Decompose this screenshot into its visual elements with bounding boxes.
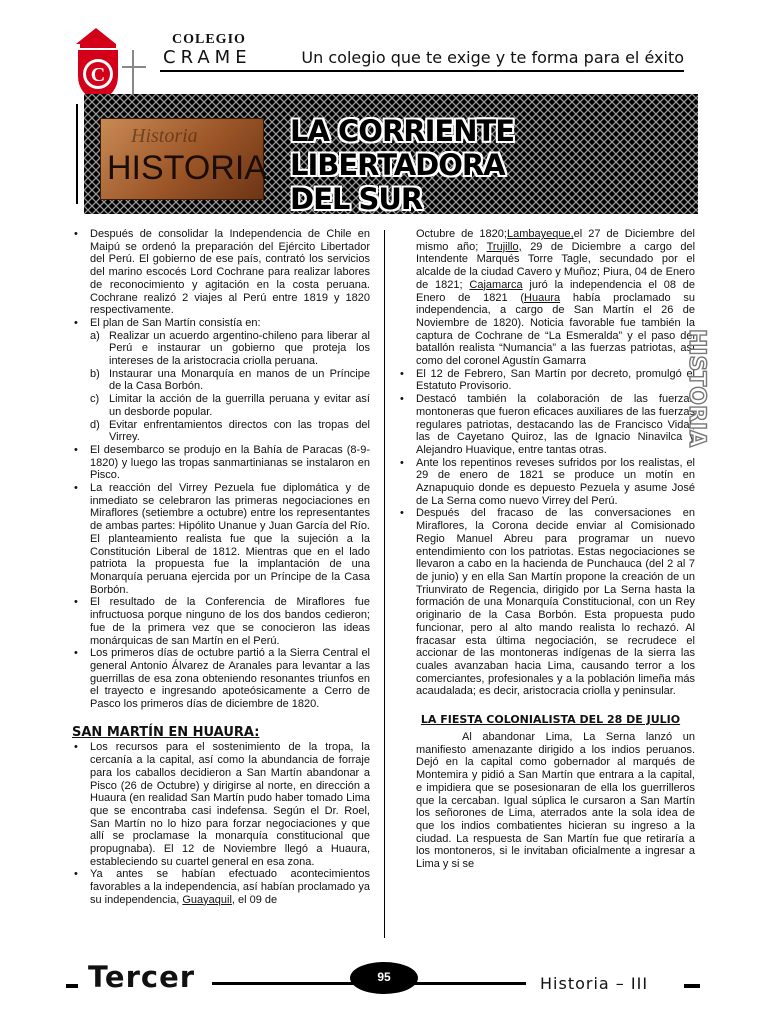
list-item: • El 12 de Febrero, San Martín por decreto, promulgó el Estatuto Provisorio. xyxy=(398,368,695,393)
plan-item: c) Limitar la acción de la guerrilla peruana y evitar así un desborde popular. xyxy=(90,393,370,418)
list-item: • Los recursos para el sostenimiento de la tropa, la cercanía a la capital, así como la abundancia de forraje para los caballos decidieron a San Martín abandonar a Pisco (26 de Octubre) y dirigirse al norte, en dirección a Huaura (en realidad San Martín pudo haber tomado Lima que se encontraba casi indefensa. Según el Dr. Roel, San Martín no lo hizo para forzar negociaciones y que allí se proclamase la monarquía constitucional que propugnaba). El 12 de Noviembre llegó a Huaura, estableciendo su cuartel general en esa zona. xyxy=(72,741,370,868)
list-item: • El desembarco se produjo en la Bahía de Paracas (8-9-1820) y luego las tropas sanmartinianas se instalaron en Pisco. xyxy=(72,444,370,482)
footer-grade: Tercer xyxy=(88,960,196,994)
footer-course: Historia – III xyxy=(540,974,649,993)
footer-rule xyxy=(212,982,358,985)
paragraph: Al abandonar Lima, La Serna lanzó un manifiesto amenazante dirigido a los indios peruanos. Dejó en la capital como gobernador al marqués de Montemira y pidió a San Martín que entrara a la capital, e impidiera que se posesionaran de ella los guerrilleros que la cercaban. Igual súplica le cursaron a San Martín los señorones de Lima, aterrados ante la sola idea de que los indios combatientes hicieran su ingreso a la ciudad. La respuesta de San Martín fue que retiraría a los montoneros, si le invitaban oficialmente a ingresar a Lima y si se xyxy=(416,731,695,871)
list-item: • Después de consolidar la Independencia de Chile en Maipú se ordenó la preparación del Ejército Libertador del Perú. El gobierno de ese país, contrató los servicios del marino escocés Lord Cochrane para realizar labores de reconocimiento y agitación en la costa peruana. Cochrane realizó 2 viajes al Perú entre 1819 y 1820 respectivamente. xyxy=(72,228,370,317)
list-item: • El resultado de la Conferencia de Miraflores fue infructuosa porque ninguno de los dos bandos cedieron; fue de la primera vez que se conocieron las ideas monárquicas de san Martín en el Perú. xyxy=(72,596,370,647)
list-item: • Ya antes se habían efectuado acontecimientos favorables a la independencia, así habían proclamado ya su independencia, Guayaquil, el 09 de xyxy=(72,868,370,906)
page-title xyxy=(290,114,690,216)
section-heading: LA FIESTA COLONIALISTA DEL 28 DE JULIO xyxy=(420,713,681,727)
school-label: COLEGIO xyxy=(172,32,246,47)
logo-letter: C xyxy=(90,64,106,86)
page-number: 95 xyxy=(350,962,418,994)
list-item xyxy=(72,317,370,444)
right-column xyxy=(398,228,695,871)
footer-rule xyxy=(414,982,526,985)
plan-item: b) Instaurar una Monarquía en manos de un Príncipe de la Casa Borbón. xyxy=(90,367,370,393)
plan-item: a) Realizar un acuerdo argentino-chileno para liberar al Perú e instaurar un gobierno que proteja los intereses de la aristocracia criolla peruana. xyxy=(90,329,370,368)
place-link: Trujillo, xyxy=(486,240,522,253)
section-heading: SAN MARTÍN EN HUAURA: xyxy=(72,724,260,740)
footer-dash xyxy=(66,984,78,988)
place-link: Guayaquil xyxy=(182,893,232,906)
place-link: Lambayeque, xyxy=(506,228,574,240)
place-link: Cajamarca xyxy=(469,278,523,291)
list-item: • Los primeros días de octubre partió a la Sierra Central el general Antonio Álvarez de Aranales para levantar a las guerrillas de esa zona obteniendo resonantes triunfos en el trayecto e ingresando apoteósicamente a Cerro de Pasco los primeros días de diciembre de 1820. xyxy=(72,647,370,711)
subject-script: Historia xyxy=(131,125,198,147)
list-item: • Ante los repentinos reveses sufridos por los realistas, el 29 de enero de 1821 se produce un motín en Aznapuquio donde es depuesto Pezuela y asume José de La Serna como nuevo Virrey del Perú. xyxy=(398,457,695,508)
list-item: • Después del fracaso de las conversaciones en Miraflores, la Corona decide enviar al Comisionado Regio Manuel Abreu para programar un nuevo entendimiento con los patriotas. Estas negociaciones se llevaron a cabo en la hacienda de Punchauca (del 2 al 7 de junio) y en ella San Martín propone la creación de un Triunvirato de Regencia, dirigido por La Serna hasta la formación de una Monarquía Constitucional, con un Rey originario de la Casa Borbón. Esta propuesta pudo funcionar, pero al alto mando realista lo rechazó. Al fracasar esta última negociación, se recrudece el accionar de las montoneras indígenas de la sierra las cuales avanzaban hacia Lima, causando terror a los comerciantes, profesionales y a la población limeña más acaudalada; es decir, aristocracia criolla y peninsular. xyxy=(398,507,695,698)
subject-badge xyxy=(100,118,267,200)
side-subject-tag xyxy=(684,328,750,562)
continued-paragraph: Octubre de 1820;Lambayeque,el 27 de Diciembre del mismo año; Trujillo, 29 de Diciembre a cargo del Intendente Marqués Torre Tagle, secundado por el alcalde de la ciudad Cavero y Muñoz; Piura, 04 de Enero de 1821; Cajamarca juró la independencia el 08 de Enero de 1821 (Huaura había proclamado su independencia, a cargo de San Martín el 26 de Noviembre de 1820). Noticia favorable fue también la captura de Cochrane de “La Esmeralda” y el paso del batallón realista “Numancia” a las fuerzas patriotas, así como del coronel Agustín Gamarra xyxy=(416,228,696,368)
list-item: • Destacó también la colaboración de las fuerzas montoneras que fueron eficaces auxiliares de las fuerzas regulares patriotas, destacando las de Francisco Vidal, las de Cayetano Quiroz, las de Ignacio Ninavilca y Alejandro Huavique, entre tantas otras. xyxy=(398,393,695,457)
left-margin-bar xyxy=(76,104,78,204)
school-name: CRAME xyxy=(163,47,252,68)
left-column xyxy=(72,228,370,907)
page-title-line2: DEL SUR xyxy=(290,182,423,216)
side-tag-text: HISTORIA xyxy=(684,328,709,448)
title-banner xyxy=(84,94,698,214)
plan-list xyxy=(90,330,370,444)
footer-dash xyxy=(684,984,700,988)
header-rule xyxy=(160,70,684,72)
column-divider xyxy=(384,230,385,938)
list-item: • La reacción del Virrey Pezuela fue diplomática y de inmediato se celebraron las primeras negociaciones en Miraflores (setiembre a octubre) entre los representantes de ambas partes: Hipólito Unanue y Juan García del Río. El planteamiento realista fue que la sujeción a la Constitución Liberal de 1812. Mientras que en el lado patriota la propuesta fue la implantación de una Monarquía peruana ejercida por un Príncipe de la Casa Borbón. xyxy=(72,482,370,596)
plan-intro: El plan de San Martín consistía en: xyxy=(90,316,261,329)
subject-label: HISTORIA xyxy=(107,149,267,187)
school-slogan: Un colegio que te exige y te forma para el éxito xyxy=(301,48,684,67)
plan-item: d) Evitar enfrentamientos directos con las tropas del Virrey. xyxy=(90,418,370,444)
place-link: Huaura xyxy=(524,291,561,304)
page-title-line1: LA CORRIENTE LIBERTADORA xyxy=(290,114,515,182)
slogan-container xyxy=(300,48,684,70)
